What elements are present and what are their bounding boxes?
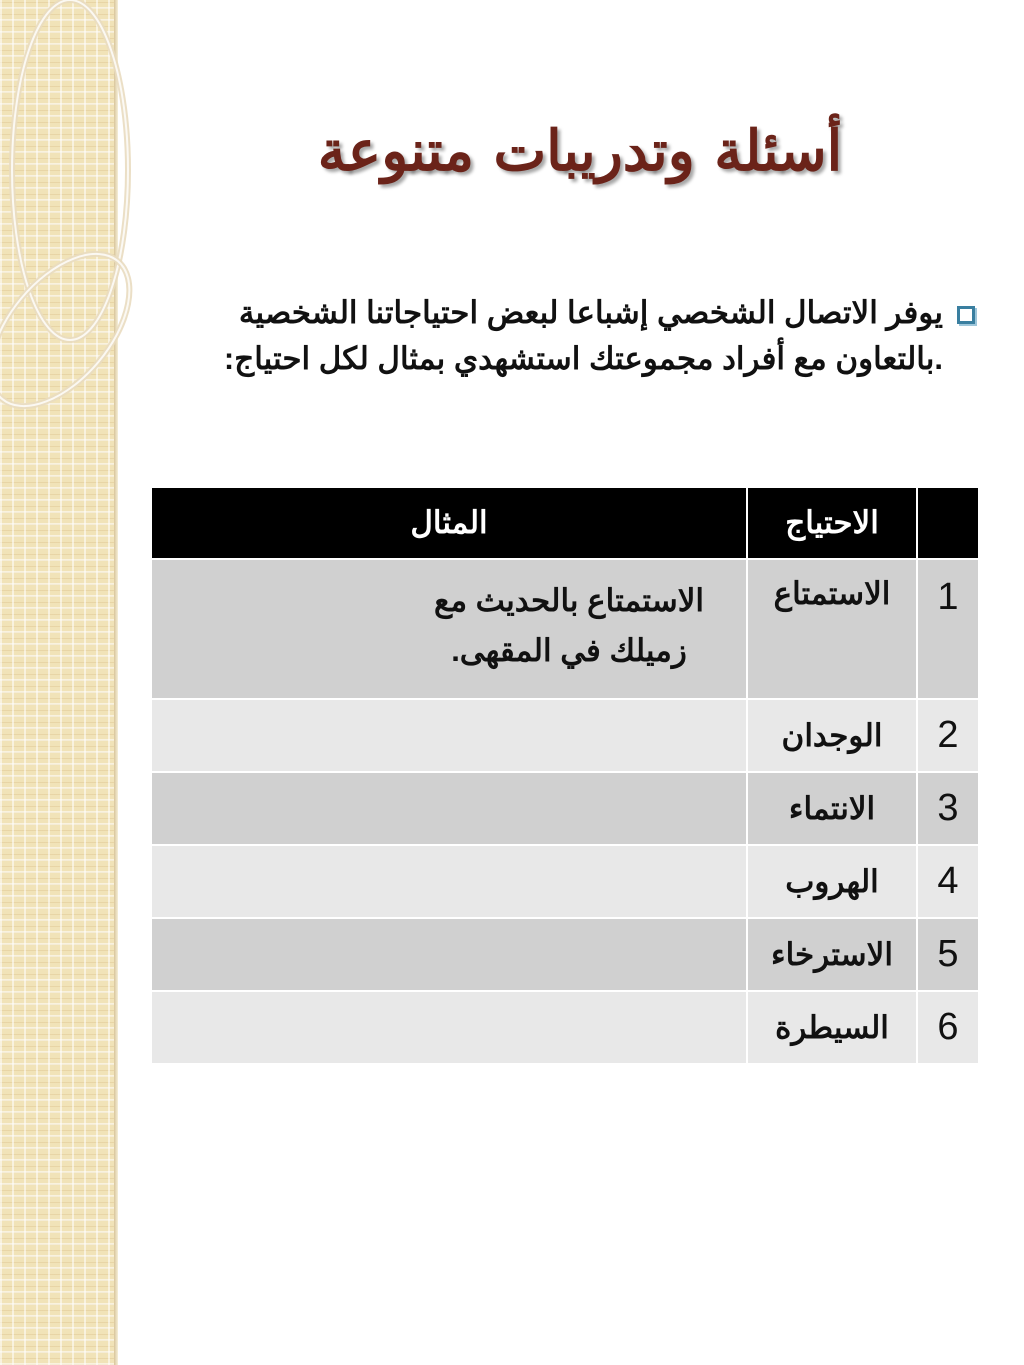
row-number: 3 — [917, 772, 979, 845]
decorative-rings — [0, 0, 200, 460]
row-need: الانتماء — [747, 772, 917, 845]
row-example[interactable]: الاستمتاع بالحديث مع زميلك في المقهى. — [151, 559, 747, 699]
table-header-row — [151, 487, 979, 559]
row-number: 2 — [917, 699, 979, 772]
row-need: السيطرة — [747, 991, 917, 1064]
row-number: 6 — [917, 991, 979, 1064]
row-example[interactable] — [151, 772, 747, 845]
table-row — [151, 845, 979, 918]
row-example[interactable] — [151, 699, 747, 772]
table-row — [151, 559, 979, 699]
header-example: المثال — [151, 487, 747, 559]
row-number: 4 — [917, 845, 979, 918]
slide-title: أسئلة وتدريبات متنوعة — [317, 118, 843, 184]
header-need: الاحتياج — [747, 487, 917, 559]
row-need: الوجدان — [747, 699, 917, 772]
row-example[interactable] — [151, 845, 747, 918]
needs-table — [150, 486, 980, 1065]
table-row — [151, 772, 979, 845]
row-number: 1 — [917, 559, 979, 699]
row-number: 5 — [917, 918, 979, 991]
question-text: يوفر الاتصال الشخصي إشباعا لبعض احتياجاتنا الشخصية .بالتعاون مع أفراد مجموعتك استشهدي بمثال لكل احتياج: — [223, 295, 943, 376]
row-example[interactable] — [151, 991, 747, 1064]
table-row — [151, 918, 979, 991]
row-need: الاستمتاع — [747, 559, 917, 699]
row-need: الهروب — [747, 845, 917, 918]
question-block — [200, 290, 975, 382]
header-number — [917, 487, 979, 559]
row-need: الاسترخاء — [747, 918, 917, 991]
hollow-square-bullet-icon — [957, 306, 975, 324]
table-row — [151, 991, 979, 1064]
table-row — [151, 699, 979, 772]
row-example[interactable] — [151, 918, 747, 991]
